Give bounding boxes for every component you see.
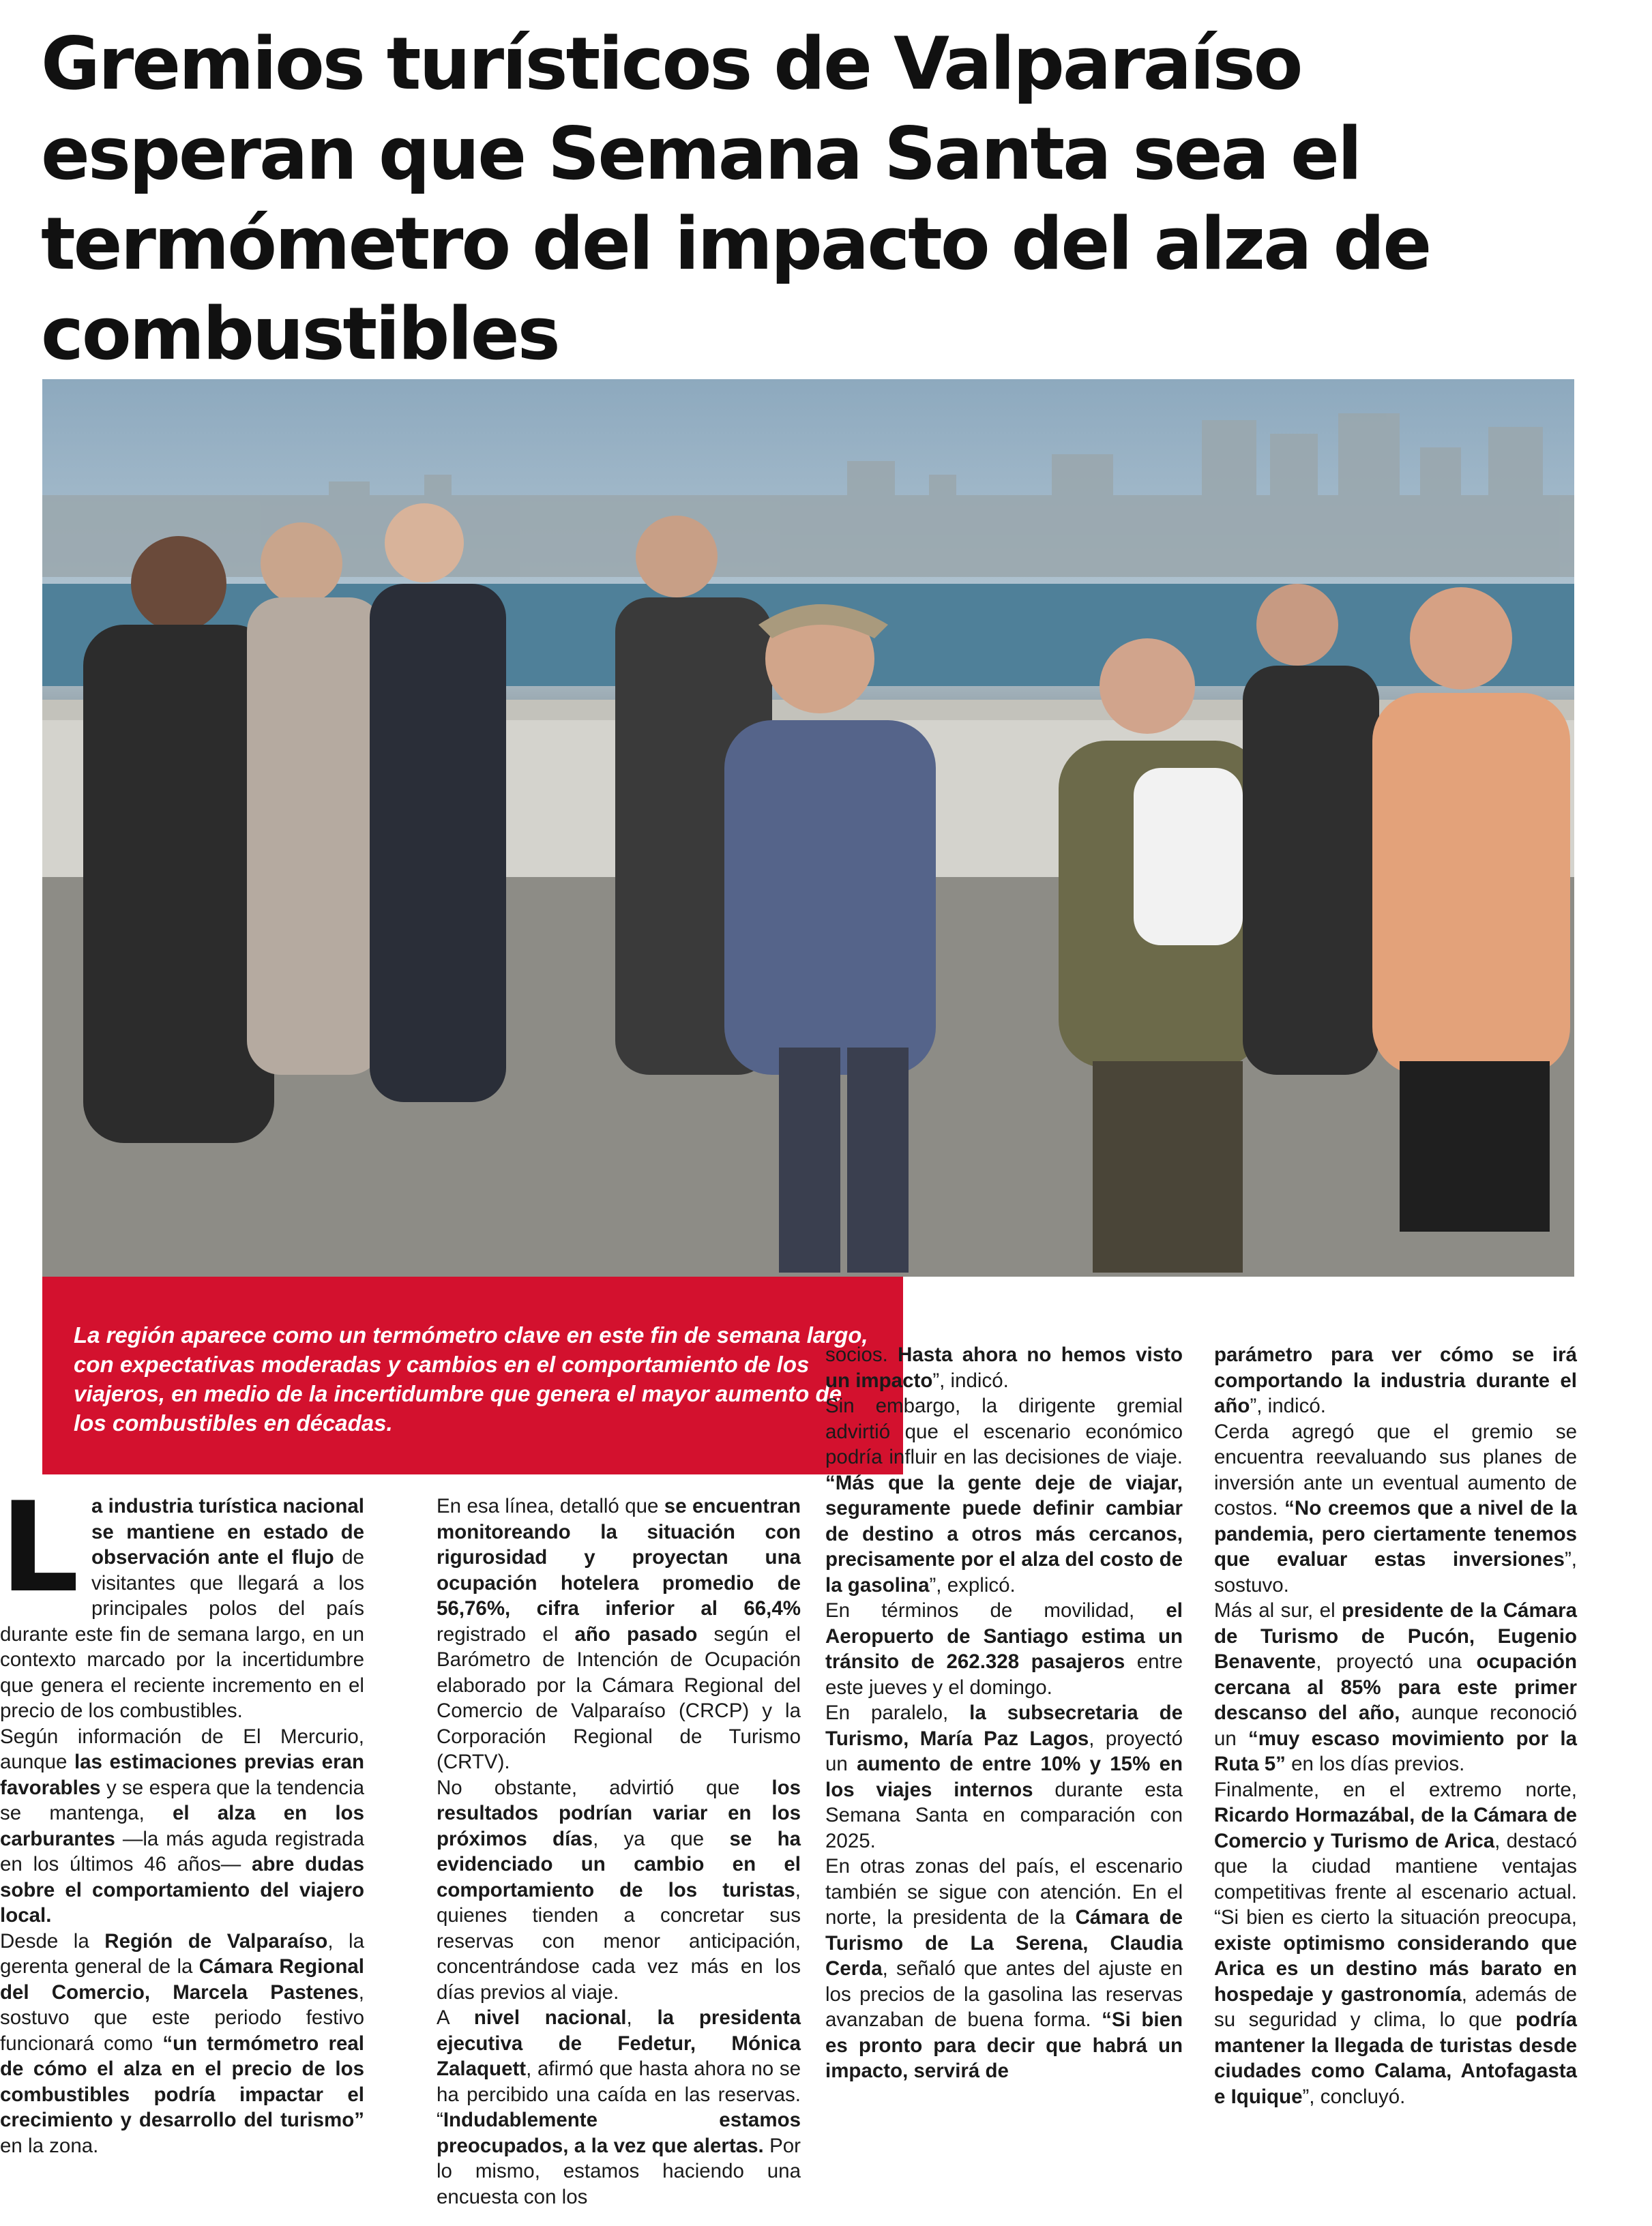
text-run: registrado el — [437, 1622, 575, 1646]
text-run: En paralelo, — [825, 1702, 970, 1724]
text-run: Desde la — [0, 1929, 105, 1953]
bold-text: Cámara de Turismo de La Serena, Claudia Cerda — [825, 1906, 1183, 1980]
text-run: , proyectó una — [1316, 1650, 1477, 1673]
bold-text: abre dudas sobre el comportamiento del viajero local. — [0, 1853, 364, 1927]
photo-illustration — [42, 379, 1574, 1277]
text-run: , destacó que la ciudad mantiene ventajas competitivas frente al escenario actual. “Si bien es cierto la situación preocupa, — [1214, 1829, 1577, 1929]
bold-text: Indudablemente estamos preocupados, a la vez que alertas. — [437, 2109, 801, 2157]
text-run: Cerda agregó que el gremio se encuentra reevaluando sus planes de inversión ante un eventual aumento de costos. — [1214, 1420, 1577, 1519]
drop-cap: L — [0, 1475, 79, 1620]
column-text — [1214, 1342, 1577, 2109]
paragraph — [1214, 1598, 1577, 1777]
text-run: A — [437, 2006, 474, 2029]
text-run: , afirmó que hasta ahora no se ha percibido una caída en las reservas. “ — [437, 2058, 801, 2131]
text-run: entre este jueves y el domingo. — [825, 1650, 1183, 1699]
paragraph — [825, 1598, 1183, 1700]
photo-caption: La región aparece como un termómetro clave en este fin de semana largo, con expectativas moderadas y cambios en el comportamiento de los viajeros, en medio de la incertidumbre que genera el mayor aumento de los combustibles en décadas. — [42, 1277, 903, 1474]
text-run: Por lo mismo, estamos haciendo una encuesta con los — [437, 2134, 801, 2208]
text-run: ”, indicó. — [1250, 1395, 1326, 1417]
bold-text: “Más que la gente deje de viajar, seguramente puede definir cambiar de destino a otros más cercanos, precisamente por el alza del costo de la gasolina — [825, 1471, 1183, 1597]
text-run: , — [626, 2006, 658, 2029]
text-run: , quienes tienden a concretar sus reservas con menor anticipación, concentrándose cada vez más en los días previos al viaje. — [437, 1878, 801, 2004]
bold-text: presidente de la Cámara de Turismo de Pucón, Eugenio Benavente — [1214, 1599, 1577, 1673]
article-column-4 — [1214, 1342, 1577, 2192]
bold-text: “un termómetro real de cómo el alza en el precio de los combustibles podría impactar el crecimiento y desarrollo del turismo” — [0, 2032, 365, 2131]
text-run: , señaló que antes del ajuste en los precios de la gasolina las reservas avanzaban de buena forma. — [825, 1957, 1183, 2031]
text-run: , proyectó un — [825, 1727, 1183, 1775]
column-text — [437, 1494, 801, 2210]
text-run: En otras zonas del país, el escenario también se sigue con atención. En el norte, la presidenta de la — [825, 1855, 1183, 1929]
text-run: socios. — [825, 1344, 898, 1366]
text-run: según el Barómetro de Intención de Ocupación elaborado por la Cámara Regional del Comercio de Valparaíso (CRCP) y la Corporación Regional de Turismo (CRTV). — [437, 1622, 801, 1773]
text-run: Según información de El Mercurio, aunque — [0, 1725, 364, 1773]
bold-text: nivel nacional — [473, 2006, 627, 2029]
bold-text: Región de Valparaíso — [104, 1929, 328, 1953]
bold-text: Ricardo Hormazábal, de la Cámara de Comercio y Turismo de Arica — [1214, 1804, 1577, 1852]
bold-text: la presidenta ejecutiva de Fedetur, Mónica Zalaquett — [437, 2006, 801, 2080]
text-run: Finalmente, en el extremo norte, — [1214, 1778, 1577, 1801]
bold-text: aumento de entre 10% y 15% en los viajes internos — [825, 1753, 1183, 1801]
text-run: aunque reconoció un — [1214, 1702, 1577, 1750]
text-run: —la más aguda registrada en los últimos 46 años— — [0, 1827, 364, 1875]
bold-text: los resultados podrían variar en los próximos días — [437, 1776, 801, 1850]
text-run: Más al sur, el — [1214, 1599, 1342, 1622]
bold-text: a industria turística nacional se mantiene en estado de observación ante el flujo — [91, 1495, 364, 1569]
text-run: durante esta Semana Santa en comparación con 2025. — [825, 1778, 1183, 1852]
text-run: ”, explicó. — [929, 1573, 1016, 1597]
bold-text: año pasado — [574, 1622, 698, 1646]
paragraph — [1214, 1342, 1577, 1419]
article-column-3 — [825, 1342, 1183, 2192]
text-run: No obstante, advirtió que — [437, 1776, 772, 1799]
paragraph — [825, 1854, 1183, 2084]
text-run: ”, indicó. — [932, 1369, 1009, 1392]
bold-text: se ha evidenciado un cambio en el comportamiento de los turistas — [437, 1827, 801, 1901]
text-run: en la zona. — [0, 2134, 99, 2157]
bold-text: Hasta ahora no hemos visto un impacto — [825, 1344, 1183, 1392]
bold-text: “Si bien es pronto para decir que habrá un impacto, servirá de — [825, 2008, 1183, 2082]
bold-text: las estimaciones previas eran favorables — [0, 1751, 364, 1799]
paragraph — [437, 1494, 801, 1775]
text-run: y se espera que la tendencia se mantenga, — [0, 1776, 364, 1824]
text-run: de visitantes que llegará a los principales polos del país durante este fin de semana largo, en un contexto marcado por la incertidumbre que genera el reciente incremento en el precio de los combustibles. — [0, 1546, 365, 1722]
paragraph — [825, 1342, 1183, 1393]
paragraph — [0, 1929, 364, 2159]
article-column-2 — [437, 1494, 801, 2208]
paragraph — [1214, 1419, 1577, 1599]
text-run: Sin embargo, la dirigente gremial advirtió que el escenario económico podría influir en las decisiones de viaje. — [825, 1395, 1183, 1468]
bold-text: existe optimismo considerando que Arica es un destino más barato en hospedaje y gastronomía — [1214, 1931, 1577, 2006]
bold-text: Cámara Regional del Comercio, Marcela Pastenes — [0, 1955, 364, 2004]
bold-text: podría mantener la llegada de turistas desde ciudades como Calama, Antofagasta e Iquique — [1214, 2008, 1577, 2108]
article-photo — [42, 379, 1574, 1277]
bold-text: parámetro para ver cómo se irá comportando la industria durante el año — [1214, 1344, 1577, 1417]
paragraph — [0, 1724, 364, 1929]
text-run: ”, sostuvo. — [1214, 1548, 1577, 1597]
text-run: , la gerenta general de la — [0, 1929, 364, 1978]
text-run: ”, concluyó. — [1302, 2085, 1406, 2108]
paragraph — [1214, 1777, 1577, 2110]
bold-text: la subsecretaria de Turismo, María Paz Lagos — [825, 1702, 1183, 1750]
text-run: En términos de movilidad, — [825, 1599, 1166, 1622]
bold-text: “muy escaso movimiento por la Ruta 5” — [1214, 1727, 1577, 1775]
paragraph — [825, 1700, 1183, 1854]
paragraph — [437, 2005, 801, 2210]
column-text — [825, 1342, 1183, 2084]
paragraph — [437, 1775, 801, 2006]
text-run: , sostuvo que este periodo festivo funcionará como — [0, 1980, 364, 2055]
bold-text: ocupación cercana al 85% para este primer descanso del año, — [1214, 1650, 1577, 1724]
bold-text: se encuentran monitoreando la situación con rigurosidad y proyectan una ocupación hotelera promedio de 56,76%, cifra inferior al 66,4% — [437, 1495, 801, 1620]
text-run: En esa línea, detalló que — [437, 1495, 664, 1517]
article-column-1 — [0, 1475, 365, 2189]
bold-text: el alza en los carburantes — [0, 1802, 364, 1850]
text-run: , además de su seguridad y clima, lo que — [1214, 1983, 1577, 2031]
text-run: , ya que — [593, 1827, 730, 1850]
text-run: en los días previos. — [1285, 1753, 1465, 1775]
bold-text: “No creemos que a nivel de la pandemia, pero ciertamente tenemos que evaluar estas inversiones — [1214, 1497, 1577, 1571]
paragraph — [825, 1393, 1183, 1598]
bold-text: el Aeropuerto de Santiago estima un tránsito de 262.328 pasajeros — [825, 1599, 1183, 1673]
article-headline: Gremios turísticos de Valparaíso esperan que Semana Santa sea el termómetro del impacto del alza de combustibles — [41, 22, 1430, 376]
